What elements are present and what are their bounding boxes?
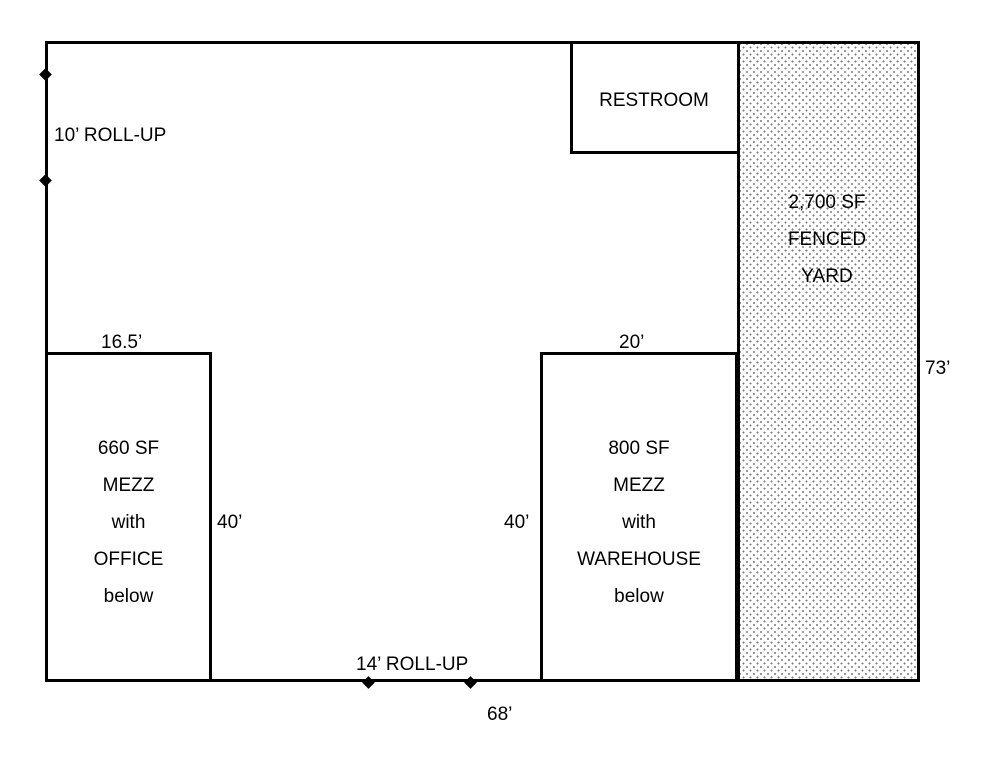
left-mezzanine-label-line-2: MEZZ	[102, 475, 155, 496]
right-mezzanine-label-line-2: MEZZ	[613, 475, 665, 496]
dimension-right-mezzanine-depth: 40’	[504, 512, 530, 533]
fenced-yard-label-line-3: YARD	[801, 266, 853, 287]
restroom-label-line: RESTROOM	[599, 90, 709, 111]
dimension-right-mezzanine-width: 20’	[619, 332, 645, 353]
fenced-yard-label-line-1: 2,700 SF	[788, 192, 866, 213]
left-mezzanine-label-line-3: with	[111, 512, 146, 533]
dimension-left-mezzanine-width: 16.5’	[101, 332, 143, 353]
fenced-yard-label-line-2: FENCED	[787, 229, 867, 250]
left-mezzanine-label	[45, 430, 212, 615]
dimension-building-width: 68’	[487, 704, 513, 725]
rollup-door-14-label: 14’ ROLL-UP	[356, 654, 469, 675]
rollup-door-10-label: 10’ ROLL-UP	[54, 125, 167, 146]
dimension-building-depth: 73’	[925, 358, 951, 379]
left-mezzanine-label-line-5: below	[103, 586, 154, 607]
right-mezzanine-label-line-5: below	[614, 586, 664, 607]
right-mezzanine-label	[540, 430, 738, 615]
restroom-label	[570, 82, 738, 119]
right-mezzanine-label-line-4: WAREHOUSE	[577, 549, 701, 570]
right-mezzanine-label-line-3: with	[622, 512, 656, 533]
left-mezzanine-label-line-4: OFFICE	[93, 549, 164, 570]
fenced-yard-area	[737, 44, 917, 679]
right-mezzanine-label-line-1: 800 SF	[608, 438, 670, 459]
left-mezzanine-label-line-1: 660 SF	[97, 438, 160, 459]
dimension-left-mezzanine-depth: 40’	[217, 512, 243, 533]
fenced-yard-label	[737, 184, 917, 295]
